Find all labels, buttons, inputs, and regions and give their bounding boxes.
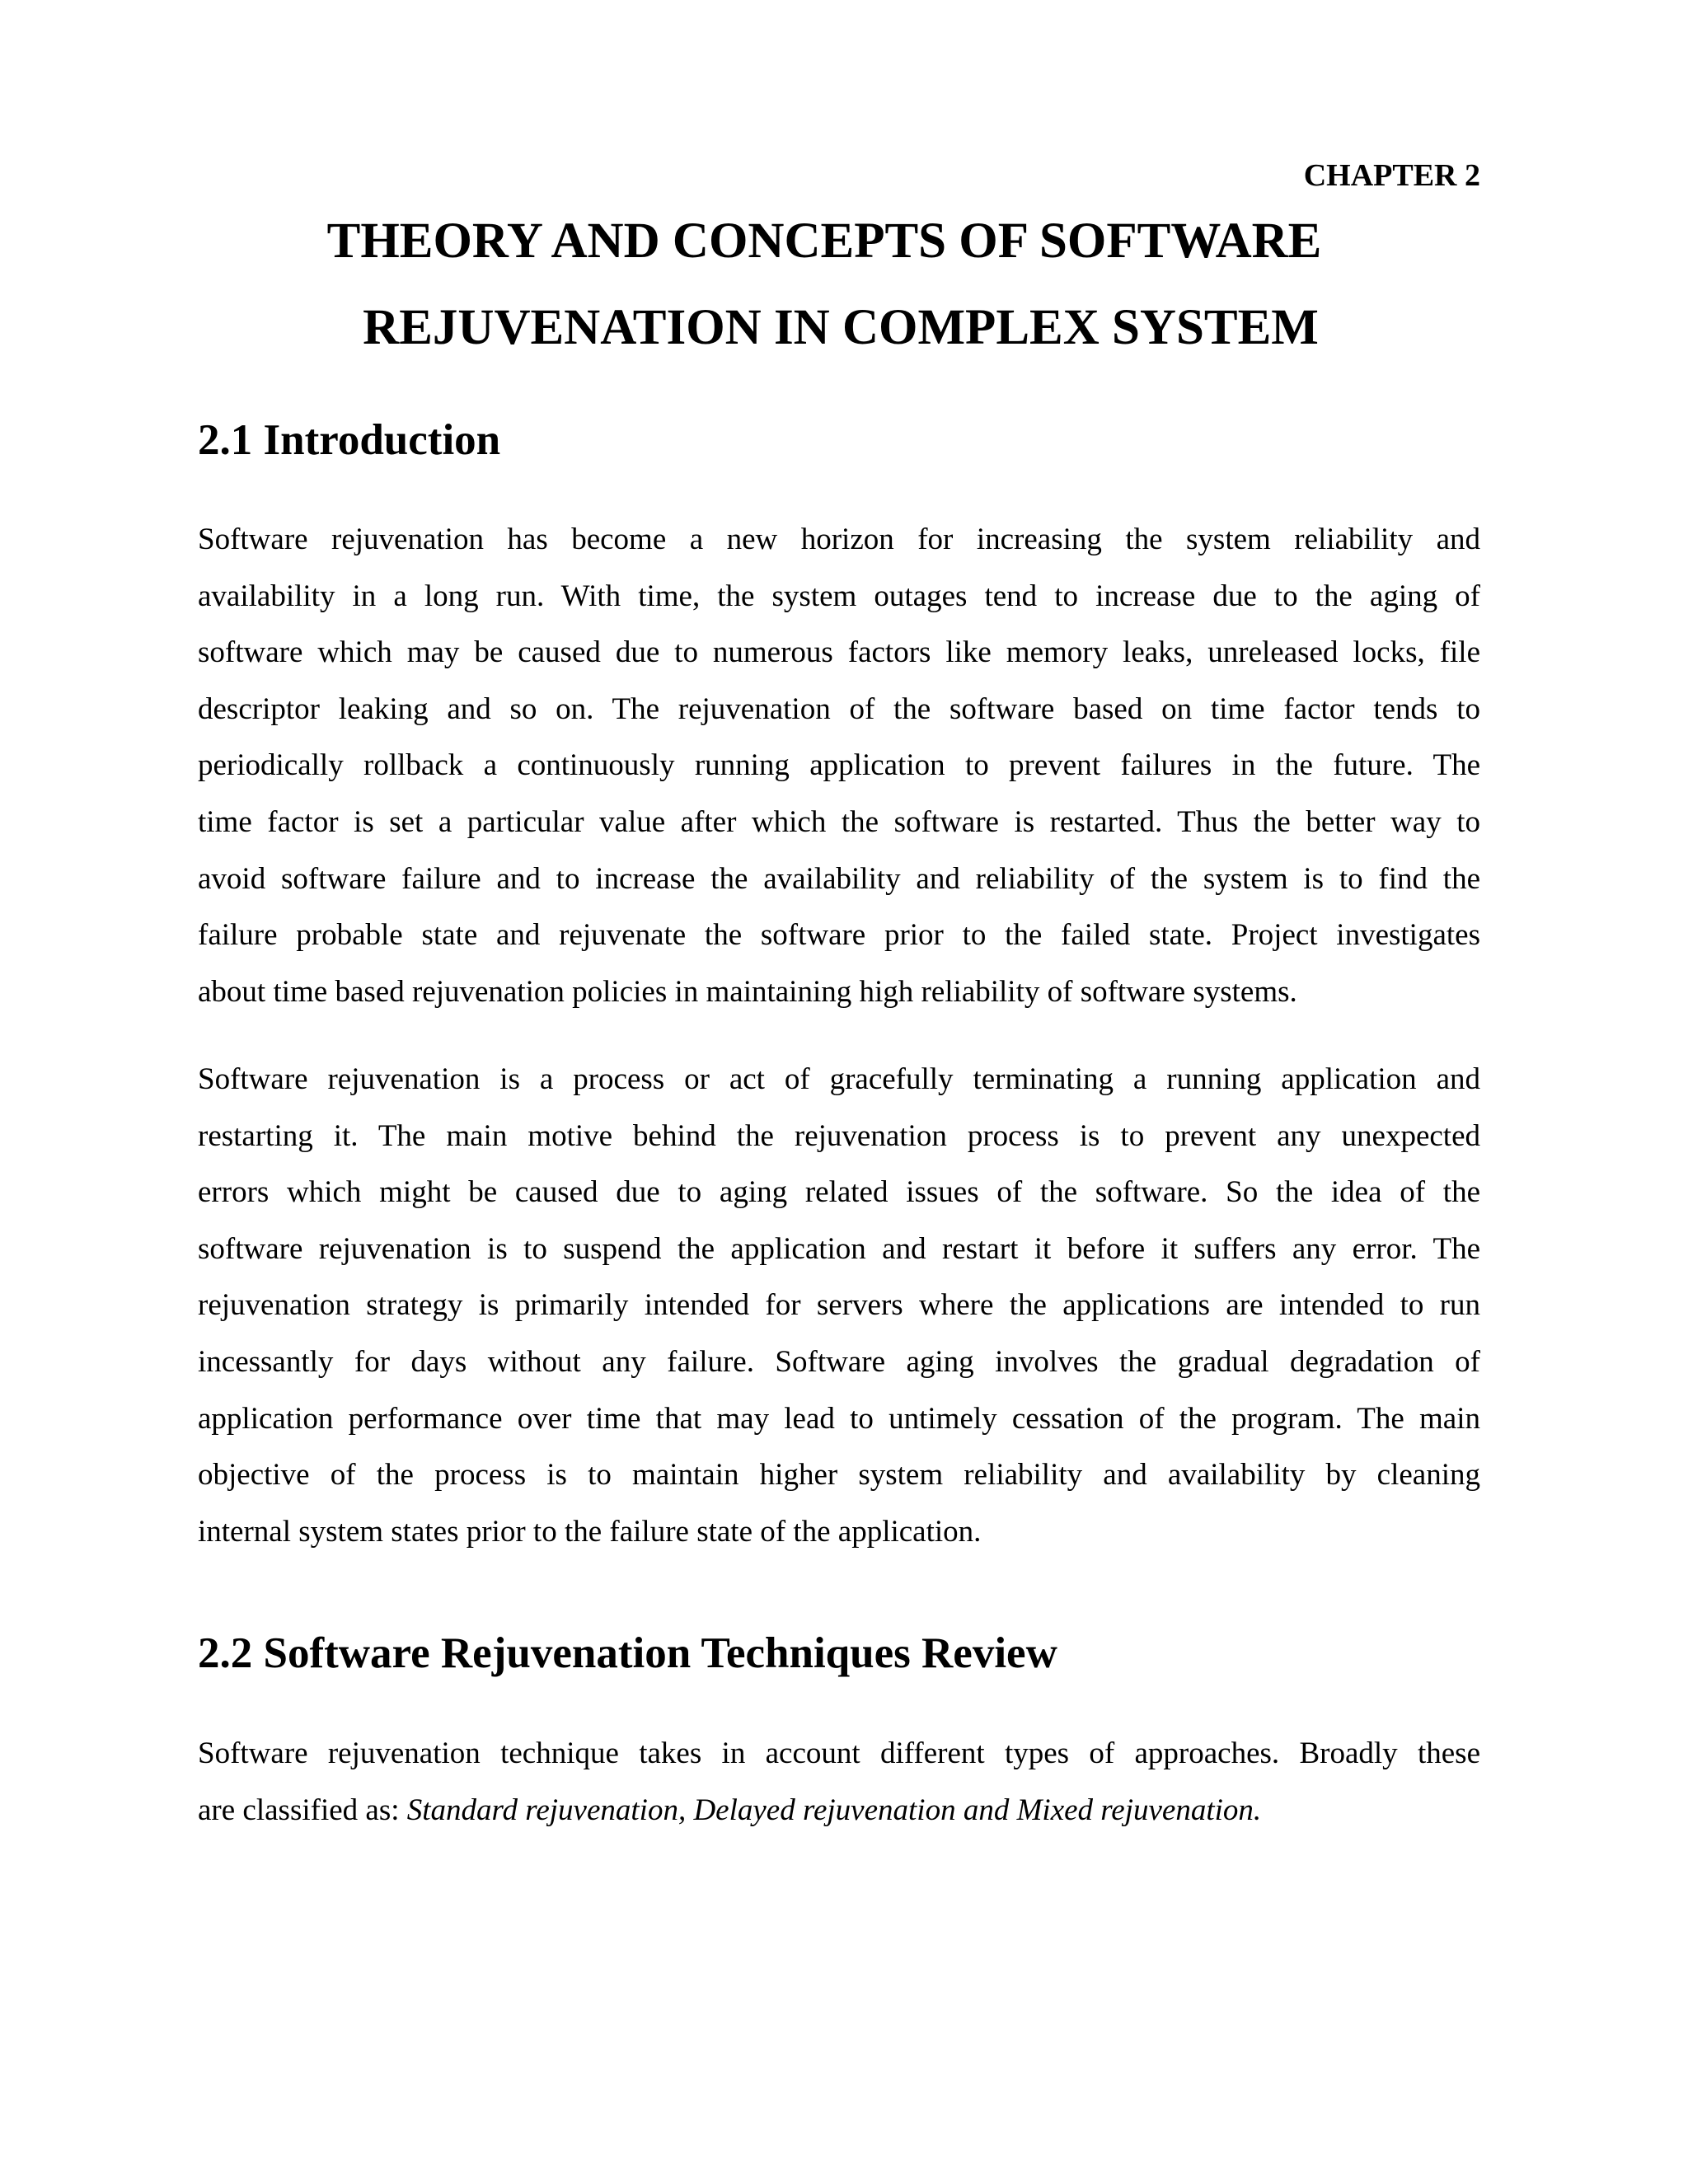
paragraph-line: Software rejuvenation is a process or act of gracefully terminating a running application and [198,1062,1480,1096]
rejuvenation-types-italic: Standard rejuvenation, Delayed rejuvenation and Mixed rejuvenation. [406,1793,1262,1827]
chapter-title-line-2: REJUVENATION IN COMPLEX SYSTEM [363,300,1319,355]
paragraph-line: about time based rejuvenation policies in maintaining high reliability of software systems. [198,974,1297,1009]
section-heading-introduction: 2.1 Introduction [198,416,501,464]
paragraph-line: internal system states prior to the failure state of the application. [198,1514,982,1549]
paragraph-line: errors which might be caused due to aging related issues of the software. So the idea of the [198,1175,1480,1210]
paragraph-line: objective of the process is to maintain higher system reliability and availability by cleaning [198,1458,1480,1493]
paragraph-line: Software rejuvenation technique takes in account different types of approaches. Broadly these [198,1736,1480,1770]
paragraph-line: rejuvenation strategy is primarily intended for servers where the applications are intended to run [198,1288,1480,1323]
paragraph-text: are classified as: [198,1793,407,1827]
introduction-paragraph-1 [198,512,1480,1020]
paragraph-line: periodically rollback a continuously running application to prevent failures in the future. The [198,748,1480,783]
paragraph-line: descriptor leaking and so on. The rejuvenation of the software based on time factor tends to [198,691,1480,726]
paragraph-line: software which may be caused due to numerous factors like memory leaks, unreleased locks, file [198,635,1480,670]
paragraph-line: application performance over time that may lead to untimely cessation of the program. The main [198,1401,1480,1436]
paragraph-line: availability in a long run. With time, the system outages tend to increase due to the aging of [198,579,1480,613]
chapter-label: CHAPTER 2 [1303,158,1480,193]
introduction-paragraph-2 [198,1052,1480,1560]
paragraph-line: time factor is set a particular value after which the software is restarted. Thus the better way to [198,804,1480,839]
paragraph-line: incessantly for days without any failure. Software aging involves the gradual degradation of [198,1344,1480,1379]
chapter-title-line-1: THEORY AND CONCEPTS OF SOFTWARE [326,213,1322,269]
paragraph-line: software rejuvenation is to suspend the application and restart it before it suffers any error. The [198,1231,1480,1266]
paragraph-line-mixed [198,1783,1480,1840]
techniques-paragraph-1 [198,1726,1480,1839]
section-heading-techniques-review: 2.2 Software Rejuvenation Techniques Review [198,1629,1057,1677]
paragraph-line: avoid software failure and to increase the availability and reliability of the system is to find the [198,861,1480,896]
paragraph-line: Software rejuvenation has become a new horizon for increasing the system reliability and [198,523,1480,556]
paragraph-line: restarting it. The main motive behind the rejuvenation process is to prevent any unexpected [198,1118,1480,1153]
paragraph-line: failure probable state and rejuvenate the software prior to the failed state. Project investigates [198,918,1480,953]
